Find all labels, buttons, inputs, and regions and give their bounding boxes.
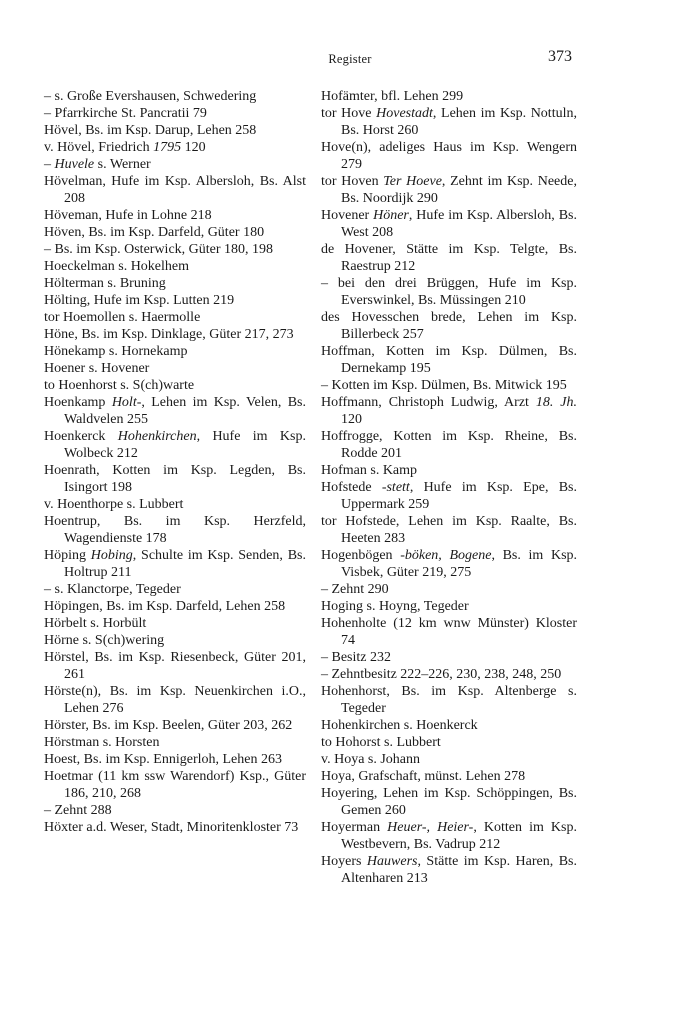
index-entry bbox=[321, 785, 577, 819]
entry-italic-variant: -böken, Bogene bbox=[400, 548, 492, 563]
index-entry bbox=[321, 853, 577, 887]
entry-text: 120 bbox=[181, 140, 206, 155]
entry-italic-variant: Huvele bbox=[54, 157, 95, 172]
entry-italic-variant: Heuer-, Heier- bbox=[387, 820, 474, 835]
entry-italic-variant: Hovestadt bbox=[376, 106, 433, 121]
index-entry bbox=[321, 717, 577, 734]
entry-text: Hörne s. S(ch)wering bbox=[44, 633, 165, 648]
index-entry bbox=[44, 156, 306, 173]
entry-text: – Besitz 232 bbox=[321, 650, 391, 665]
index-entry bbox=[44, 173, 306, 207]
entry-text: , Schulte im Ksp. Senden, Bs. Holtrup 211 bbox=[64, 548, 306, 580]
entry-text: Hoeckelman s. Hokelhem bbox=[44, 259, 190, 274]
entry-text: – bei den drei Brüggen, Hufe im Ksp. Everswinkel, Bs. Müssingen 210 bbox=[321, 276, 577, 308]
entry-text: – s. Große Evershausen, Schwedering bbox=[44, 89, 257, 104]
index-entry bbox=[44, 802, 306, 819]
entry-italic-variant: 18. Jh. bbox=[535, 395, 577, 410]
page-number: 373 bbox=[548, 48, 572, 65]
entry-text: Hörstel, Bs. im Ksp. Riesenbeck, Güter 201, 261 bbox=[44, 650, 306, 682]
entry-text: Hölterman s. Bruning bbox=[44, 276, 166, 291]
entry-text: Hovener bbox=[321, 208, 374, 223]
entry-text: Hölting, Hufe im Ksp. Lutten 219 bbox=[44, 293, 235, 308]
index-entry bbox=[321, 479, 577, 513]
index-entry bbox=[44, 258, 306, 275]
index-entry bbox=[321, 649, 577, 666]
entry-text: Höpingen, Bs. im Ksp. Darfeld, Lehen 258 bbox=[44, 599, 286, 614]
index-column-left bbox=[44, 88, 306, 836]
entry-text: Hoffman, Kotten im Ksp. Dülmen, Bs. Dernekamp 195 bbox=[321, 344, 577, 376]
index-entry bbox=[44, 394, 306, 428]
entry-text: – s. Klanctorpe, Tegeder bbox=[44, 582, 181, 597]
entry-text: Höveman, Hufe in Lohne 218 bbox=[44, 208, 212, 223]
entry-text: Hoffmann, Christoph Ludwig, Arzt bbox=[321, 395, 536, 410]
entry-text: , Lehen im Ksp. Velen, Bs. Waldvelen 255 bbox=[64, 395, 306, 427]
index-entry bbox=[44, 581, 306, 598]
index-entry bbox=[44, 292, 306, 309]
index-entry bbox=[321, 394, 577, 428]
index-entry bbox=[321, 343, 577, 377]
entry-text: Hönekamp s. Hornekamp bbox=[44, 344, 188, 359]
index-entry bbox=[44, 139, 306, 156]
index-entry bbox=[44, 241, 306, 258]
index-entry bbox=[44, 615, 306, 632]
index-entry bbox=[44, 683, 306, 717]
index-entry bbox=[321, 428, 577, 462]
index-entry bbox=[321, 88, 577, 105]
entry-text: 120 bbox=[341, 412, 362, 427]
entry-text: des Hovesschen brede, Lehen im Ksp. Billerbeck 257 bbox=[321, 310, 577, 342]
entry-text: tor Hofstede, Lehen im Ksp. Raalte, Bs. Heeten 283 bbox=[321, 514, 577, 546]
entry-text: , Stätte im Ksp. Haren, Bs. Altenharen 213 bbox=[341, 854, 577, 886]
entry-italic-variant: Holt- bbox=[111, 395, 142, 410]
index-entry bbox=[44, 343, 306, 360]
page-header bbox=[0, 48, 700, 70]
entry-text: , Bs. im Ksp. Visbek, Güter 219, 275 bbox=[341, 548, 578, 580]
index-entry bbox=[321, 615, 577, 649]
entry-text: Hörbelt s. Horbült bbox=[44, 616, 147, 631]
entry-text: – Zehntbesitz 222–226, 230, 238, 248, 250 bbox=[321, 667, 562, 682]
entry-text: Hoyers bbox=[321, 854, 367, 869]
entry-italic-variant: -stett bbox=[381, 480, 410, 495]
entry-italic-variant: Hohenkirchen bbox=[117, 429, 197, 444]
entry-italic-variant: 1795 bbox=[153, 140, 182, 155]
index-entry bbox=[44, 717, 306, 734]
entry-text: Hoffrogge, Kotten im Ksp. Rheine, Bs. Rodde 201 bbox=[321, 429, 577, 461]
index-entry bbox=[44, 462, 306, 496]
index-entry bbox=[44, 547, 306, 581]
index-entry bbox=[321, 173, 577, 207]
entry-text: – Zehnt 290 bbox=[321, 582, 389, 597]
index-entry bbox=[44, 768, 306, 802]
entry-text: Hofman s. Kamp bbox=[321, 463, 418, 478]
entry-text: to Hoenhorst s. S(ch)warte bbox=[44, 378, 195, 393]
index-entry bbox=[321, 547, 577, 581]
entry-text: Hörster, Bs. im Ksp. Beelen, Güter 203, 262 bbox=[44, 718, 293, 733]
index-entry bbox=[44, 122, 306, 139]
index-entry bbox=[44, 649, 306, 683]
entry-text: , Kotten im Ksp. Westbevern, Bs. Vadrup 212 bbox=[341, 820, 577, 852]
index-entry bbox=[321, 683, 577, 717]
entry-text: tor Hoven bbox=[321, 174, 384, 189]
index-entry bbox=[321, 241, 577, 275]
entry-text: Hoyering, Lehen im Ksp. Schöppingen, Bs. Gemen 260 bbox=[321, 786, 577, 818]
index-entry bbox=[321, 377, 577, 394]
index-entry bbox=[44, 751, 306, 768]
index-entry bbox=[44, 207, 306, 224]
index-entry bbox=[44, 734, 306, 751]
index-entry bbox=[44, 224, 306, 241]
index-entry bbox=[44, 309, 306, 326]
entry-text: Hofstede bbox=[321, 480, 382, 495]
entry-text: , Lehen im Ksp. Nottuln, Bs. Horst 260 bbox=[341, 106, 577, 138]
index-entry bbox=[44, 88, 306, 105]
index-entry bbox=[321, 207, 577, 241]
entry-text: Hoenkerck bbox=[44, 429, 118, 444]
entry-text: Höxter a.d. Weser, Stadt, Minoritenkloster 73 bbox=[44, 820, 299, 835]
entry-text: Hövel, Bs. im Ksp. Darup, Lehen 258 bbox=[44, 123, 257, 138]
index-entry bbox=[321, 666, 577, 683]
index-entry bbox=[321, 768, 577, 785]
index-entry bbox=[321, 751, 577, 768]
entry-text: Hoenkamp bbox=[44, 395, 112, 410]
entry-text: Hoyerman bbox=[321, 820, 388, 835]
index-entry bbox=[44, 496, 306, 513]
index-entry bbox=[321, 139, 577, 173]
index-entry bbox=[44, 377, 306, 394]
entry-text: Hövelman, Hufe im Ksp. Albersloh, Bs. Alst 208 bbox=[44, 174, 306, 206]
index-entry bbox=[321, 275, 577, 309]
entry-text: Hörstman s. Horsten bbox=[44, 735, 160, 750]
entry-text: Hohenholte (12 km wnw Münster) Kloster 74 bbox=[321, 616, 577, 648]
entry-text: s. Werner bbox=[94, 157, 151, 172]
entry-text: – Bs. im Ksp. Osterwick, Güter 180, 198 bbox=[44, 242, 274, 257]
index-entry bbox=[321, 734, 577, 751]
entry-text: v. Hövel, Friedrich bbox=[44, 140, 154, 155]
index-entry bbox=[44, 819, 306, 836]
entry-text: tor Hoemollen s. Haermolle bbox=[44, 310, 201, 325]
entry-text: de Hovener, Stätte im Ksp. Telgte, Bs. Raestrup 212 bbox=[321, 242, 577, 274]
index-column-right bbox=[321, 88, 577, 887]
index-entry bbox=[44, 513, 306, 547]
entry-text: Hörste(n), Bs. im Ksp. Neuenkirchen i.O., Lehen 276 bbox=[44, 684, 306, 716]
entry-text: Hoenrath, Kotten im Ksp. Legden, Bs. Isingort 198 bbox=[44, 463, 306, 495]
entry-text: Hofämter, bfl. Lehen 299 bbox=[321, 89, 464, 104]
entry-text: Hohenkirchen s. Hoenkerck bbox=[321, 718, 478, 733]
index-entry bbox=[321, 309, 577, 343]
entry-text: tor Hove bbox=[321, 106, 377, 121]
entry-text: Hoener s. Hovener bbox=[44, 361, 150, 376]
entry-text: , Hufe im Ksp. Wolbeck 212 bbox=[64, 429, 306, 461]
index-entry bbox=[321, 105, 577, 139]
index-entry bbox=[44, 598, 306, 615]
index-entry bbox=[44, 275, 306, 292]
entry-text: to Hohorst s. Lubbert bbox=[321, 735, 441, 750]
entry-italic-variant: Höner bbox=[373, 208, 409, 223]
entry-text: – Zehnt 288 bbox=[44, 803, 112, 818]
index-entry bbox=[44, 360, 306, 377]
entry-text: Höping bbox=[44, 548, 91, 563]
entry-text: Hoya, Grafschaft, münst. Lehen 278 bbox=[321, 769, 526, 784]
index-entry bbox=[321, 581, 577, 598]
entry-text: , Hufe im Ksp. Albersloh, Bs. West 208 bbox=[341, 208, 577, 240]
index-entry bbox=[321, 513, 577, 547]
entry-text: v. Hoenthorpe s. Lubbert bbox=[44, 497, 184, 512]
entry-text: , Zehnt im Ksp. Neede, Bs. Noordijk 290 bbox=[341, 174, 577, 206]
entry-text: Hoging s. Hoyng, Tegeder bbox=[321, 599, 469, 614]
entry-text: Hoetmar (11 km ssw Warendorf) Ksp., Güter 186, 210, 268 bbox=[44, 769, 306, 801]
entry-text: Hohenhorst, Bs. im Ksp. Altenberge s. Tegeder bbox=[321, 684, 577, 716]
index-entry bbox=[321, 598, 577, 615]
entry-text: Höne, Bs. im Ksp. Dinklage, Güter 217, 273 bbox=[44, 327, 294, 342]
index-entry bbox=[321, 819, 577, 853]
running-head: Register bbox=[328, 52, 372, 66]
entry-text: Hoentrup, Bs. im Ksp. Herzfeld, Wagendienste 178 bbox=[44, 514, 306, 546]
index-entry bbox=[321, 462, 577, 479]
entry-text: – Kotten im Ksp. Dülmen, Bs. Mitwick 195 bbox=[321, 378, 567, 393]
entry-text: , Hufe im Ksp. Epe, Bs. Uppermark 259 bbox=[341, 480, 577, 512]
entry-text: – bbox=[44, 157, 55, 172]
entry-italic-variant: Hobing bbox=[90, 548, 133, 563]
index-entry bbox=[44, 105, 306, 122]
entry-text: Höven, Bs. im Ksp. Darfeld, Güter 180 bbox=[44, 225, 265, 240]
entry-text: v. Hoya s. Johann bbox=[321, 752, 421, 767]
index-entry bbox=[44, 326, 306, 343]
entry-text: Hove(n), adeliges Haus im Ksp. Wengern 279 bbox=[321, 140, 577, 172]
entry-italic-variant: Hauwers bbox=[366, 854, 418, 869]
entry-italic-variant: Ter Hoeve bbox=[383, 174, 442, 189]
entry-text: Hogenbögen bbox=[321, 548, 401, 563]
entry-text: – Pfarrkirche St. Pancratii 79 bbox=[44, 106, 207, 121]
index-entry bbox=[44, 428, 306, 462]
entry-text: Hoest, Bs. im Ksp. Ennigerloh, Lehen 263 bbox=[44, 752, 282, 767]
index-entry bbox=[44, 632, 306, 649]
